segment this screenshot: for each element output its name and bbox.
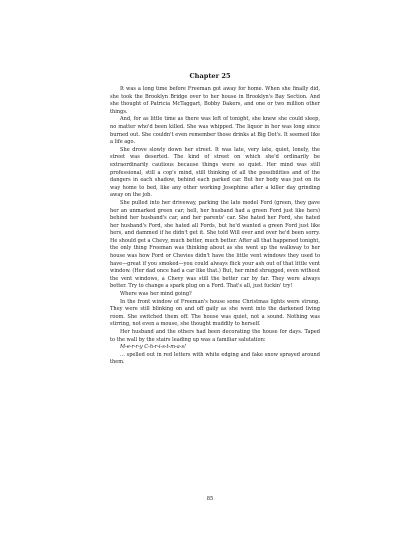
paragraph: Where was her mind going? <box>120 291 192 298</box>
paragraph: She drove slowly down her street. It was late, very late, quiet, lonely, the street was deserted. The kind of street on which she'd ordinarily be extraordinarily cautious because things were so quiet. Her mind was still professional, still a cop's mind, still thinking of all the possibilities and of the dangers in each shadow, behind each parked car. But her body was just on its way home to bed, like any other working Josephine after a killer day grinding away on the job. <box>110 146 320 199</box>
page-number: 85 <box>206 496 214 502</box>
paragraph: She pulled into her driveway, parking the late model Ford (green, they gave her an unmarked green car; hell, her husband had a green Ford just like hers) behind her husband's car, and her parents' car. She hated her Ford, she hated her husband's Ford, she hated all Fords, but he'd wanted a green Ford just like hers, and dammed if he didn't get it. She told Will over and over he'd been sorry. He should get a Chevy, much better, much better. After all that happened tonight, the only thing Freeman was thinking about as she went up the walkway to her house was how Ford or Chevies didn't have the little vent windows they used to have—great if you smoked—you could always flick your ash out of that little vent window. (Her dad once had a car like that.) But, her mind shrugged, even without the vent windows, a Chevy was still the better car by far. They were always better. Try to change a spark plug on a Ford. That's all, just fuckin' try! <box>110 199 321 290</box>
paragraph: And, for as little time as there was left of tonight, she knew she could sleep, no matter who'd been killed. She was whipped. The liquor in her was long since burned out. She couldn't even remember those drinks at Big Dot's. It seemed like a life ago. <box>110 116 320 146</box>
wall-sign-text: M-e-r-r-y C-h-r-i-s-t-m-a-s! <box>120 344 187 351</box>
paragraph: Her husband and the others had been decorating the house for days. Taped to the wall by the stairs leading up was a familiar salutation: <box>110 329 320 343</box>
chapter-title: Chapter 25 <box>189 72 231 80</box>
paragraph: ... spelled out in red letters with white edging and fake snow sprayed around them. <box>110 351 320 366</box>
paragraph: In the front window of Freeman's house some Christmas lights were strung. They were still blinking on and off gaily as she went into the darkened living room. She switched them off. The house was quiet, not a sound. Nothing was stirring, not even a mouse, she thought muddily to herself. <box>110 298 320 328</box>
chapter-body <box>110 86 320 367</box>
paragraph: It was a long time before Freeman got away for home. When she finally did, she took the Brooklyn Bridge over to her house in Brooklyn's Bay Section. And she thought of Patricia McTaggart, Bobby Dakers, and one or two million other things. <box>110 86 320 115</box>
